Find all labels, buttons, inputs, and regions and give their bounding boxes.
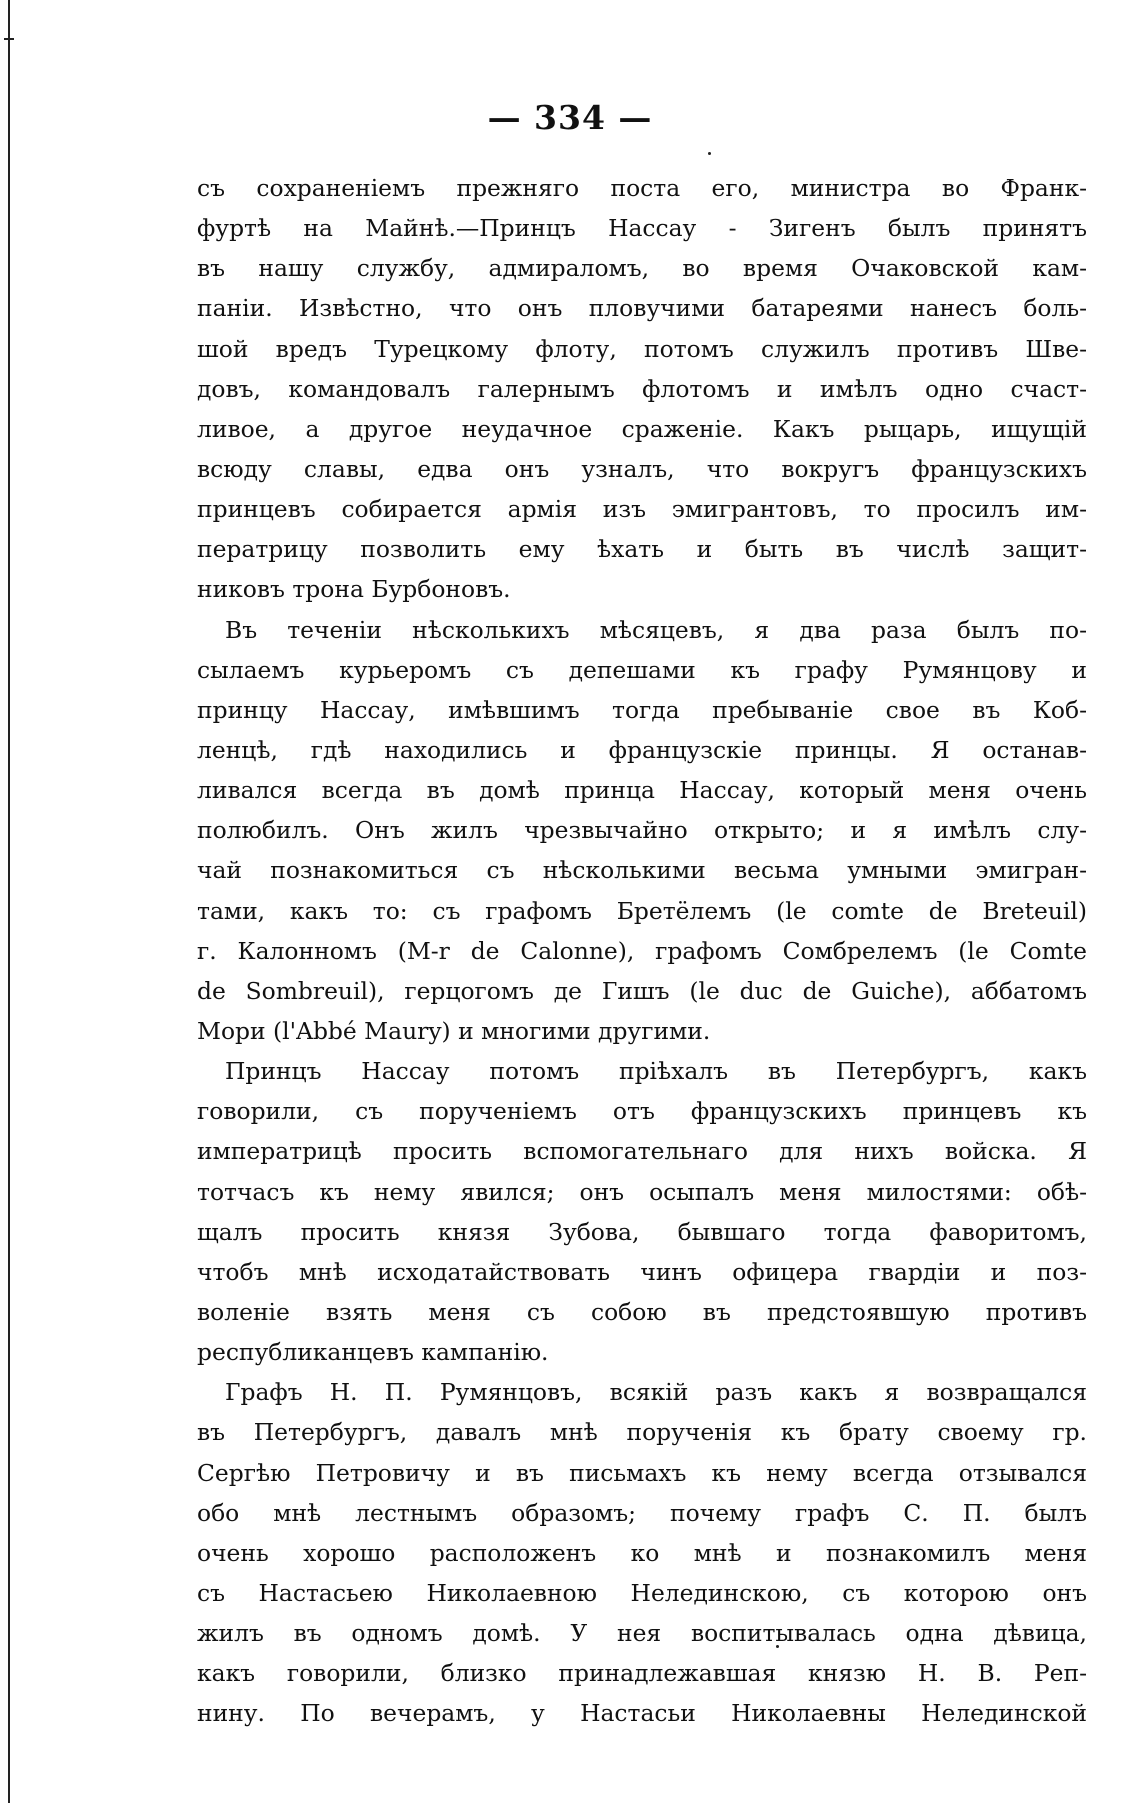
text-line: Принцъ Нассау потомъ пріѣхалъ въ Петербургъ, какъ — [225, 1057, 1087, 1086]
text-line: Сергѣю Петровичу и въ письмахъ къ нему всегда отзывался — [197, 1458, 1087, 1487]
text-line: очень хорошо расположенъ ко мнѣ и познакомилъ меня — [197, 1538, 1087, 1567]
text-line: тами, какъ то: съ графомъ Бретёлемъ (le comte de Breteuil) — [197, 896, 1087, 925]
text-line: шой вредъ Турецкому флоту, потомъ служилъ противъ Шве- — [197, 334, 1087, 363]
text-line: Въ теченіи нѣсколькихъ мѣсяцевъ, я два раза былъ по- — [225, 615, 1087, 644]
text-line: въ нашу службу, адмираломъ, во время Очаковской кам- — [197, 254, 1087, 283]
text-line: обо мнѣ лестнымъ образомъ; почему графъ С. П. былъ — [197, 1498, 1087, 1527]
page-number: — 334 — — [487, 98, 653, 137]
text-line: какъ говорили, близко принадлежавшая князю Н. В. Реп- — [197, 1659, 1087, 1688]
text-line: полюбилъ. Онъ жилъ чрезвычайно открыто; и я имѣлъ слу- — [197, 816, 1087, 845]
text-line: г. Калонномъ (M-r de Calonne), графомъ Сомбрелемъ (le Comte — [197, 936, 1087, 965]
text-line: въ Петербургъ, давалъ мнѣ порученія къ брату своему гр. — [197, 1418, 1087, 1447]
text-line: всюду славы, едва онъ узналъ, что вокругъ французскихъ — [197, 454, 1087, 483]
text-line: тотчасъ къ нему явился; онъ осыпалъ меня милостями: обѣ- — [197, 1177, 1087, 1206]
text-line: принцевъ собирается армія изъ эмигрантовъ, то просилъ им- — [197, 495, 1087, 524]
text-line: республиканцевъ кампанію. — [197, 1338, 549, 1367]
text-line: императрицѣ просить вспомогательнаго для нихъ войска. Я — [197, 1137, 1087, 1166]
text-line: de Sombreuil), герцогомъ де Гишъ (le duc de Guiche), аббатомъ — [197, 976, 1087, 1005]
text-line: съ Настасьею Николаевною Нелединскою, съ которою онъ — [197, 1578, 1087, 1607]
print-speck — [708, 152, 711, 155]
text-line: ливое, а другое неудачное сраженіе. Какъ рыцарь, ищущій — [197, 414, 1087, 443]
text-line: ливался всегда въ домѣ принца Нассау, который меня очень — [197, 776, 1087, 805]
text-line: щалъ просить князя Зубова, бывшаго тогда фаворитомъ, — [197, 1217, 1087, 1246]
text-line: чтобъ мнѣ исходатайствовать чинъ офицера гвардіи и поз- — [197, 1257, 1087, 1286]
text-line: довъ, командовалъ галернымъ флотомъ и имѣлъ одно счаст- — [197, 374, 1087, 403]
text-line: съ сохраненіемъ прежняго поста его, министра во Франк- — [197, 174, 1087, 202]
text-line: говорили, съ порученіемъ отъ французскихъ принцевъ къ — [197, 1097, 1087, 1126]
text-line: паніи. Извѣстно, что онъ пловучими батареями нанесъ боль- — [197, 294, 1087, 323]
text-line: никовъ трона Бурбоновъ. — [197, 575, 511, 604]
text-line: ператрицу позволить ему ѣхать и быть въ числѣ защит- — [197, 535, 1087, 564]
text-line: Графъ Н. П. Румянцовъ, всякій разъ какъ я возвращался — [225, 1378, 1087, 1407]
text-line: воленіе взять меня съ собою въ предстоявшую противъ — [197, 1297, 1087, 1326]
text-line: фуртѣ на Майнѣ.—Принцъ Нассау - Зигенъ былъ принятъ — [197, 214, 1087, 243]
text-line: ленцѣ, гдѣ находились и французскіе принцы. Я останав- — [197, 735, 1087, 764]
text-line: чай познакомиться съ нѣсколькими весьма умными эмигран- — [197, 856, 1087, 885]
body-text — [197, 168, 1087, 1733]
text-line: нину. По вечерамъ, у Настасьи Николаевны Нелединской — [197, 1699, 1087, 1728]
text-line: жилъ въ одномъ домѣ. У нея воспитывалась одна дѣвица, — [197, 1619, 1087, 1648]
text-line: принцу Нассау, имѣвшимъ тогда пребываніе свое въ Коб- — [197, 695, 1087, 724]
text-line: сылаемъ курьеромъ съ депешами къ графу Румянцову и — [197, 655, 1087, 684]
margin-tick — [4, 38, 14, 40]
margin-rule — [8, 0, 10, 1803]
text-line: Мори (l'Abbé Maury) и многими другими. — [197, 1016, 711, 1045]
